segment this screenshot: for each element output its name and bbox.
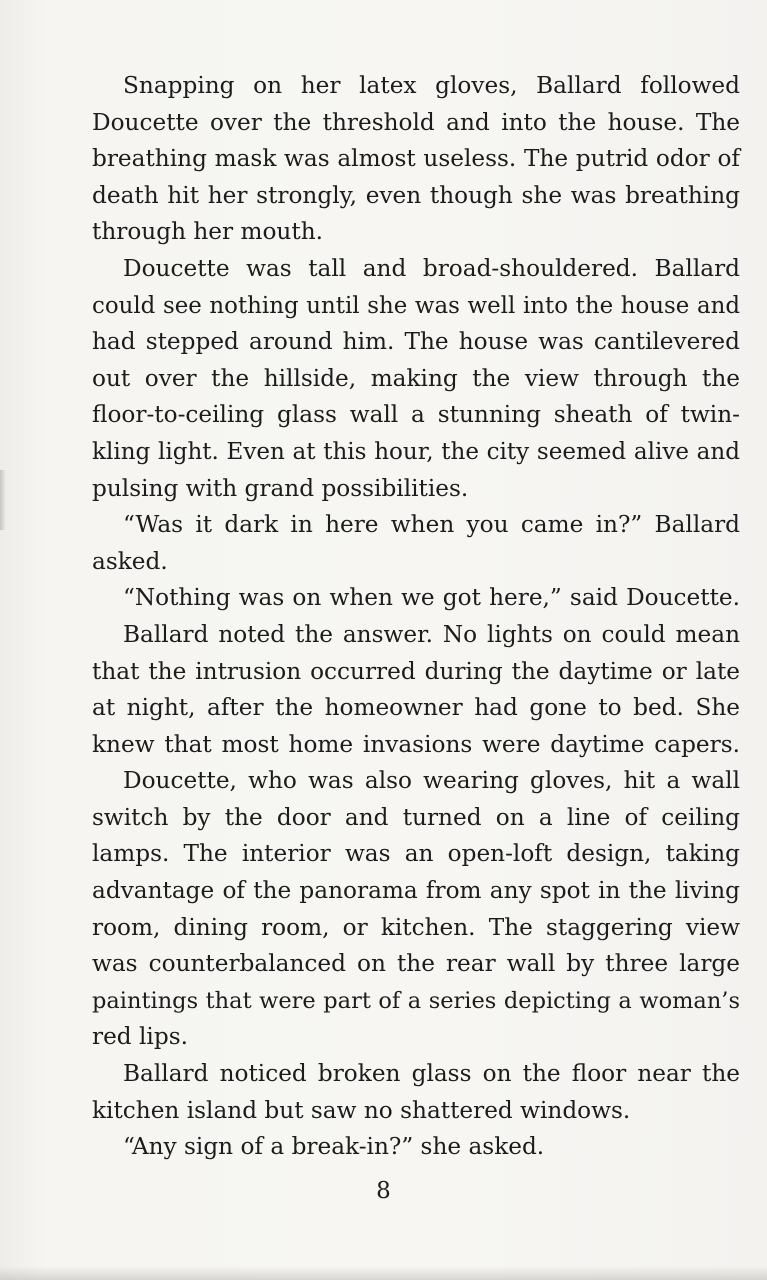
page-edge-shadow (0, 470, 6, 530)
body-text (92, 68, 740, 1166)
text-line: through her mouth. (92, 218, 323, 246)
text-line: asked. (92, 547, 168, 575)
text-line: pulsing with grand possibilities. (92, 474, 469, 502)
text-line: had stepped around him. The house was cantilevered (92, 328, 740, 356)
text-line: switch by the door and turned on a line of ceiling (92, 803, 740, 831)
text-line: lamps. The interior was an open-loft design, taking (92, 840, 740, 868)
text-line: floor-to-ceiling glass wall a stunning sheath of twin- (92, 401, 740, 429)
page-number: 8 (376, 1178, 391, 1204)
text-line: kitchen island but saw no shattered windows. (92, 1096, 631, 1124)
text-line: knew that most home invasions were daytime capers. (92, 730, 740, 758)
text-line: at night, after the homeowner had gone to bed. She (92, 694, 740, 722)
text-line: Doucette over the threshold and into the house. The (92, 108, 740, 136)
text-line: “Any sign of a break-in?” she asked. (123, 1133, 545, 1161)
text-line: “Nothing was on when we got here,” said Doucette. (123, 584, 740, 612)
text-line: advantage of the panorama from any spot in the living (92, 877, 740, 905)
text-line: could see nothing until she was well into the house and (92, 292, 740, 319)
text-line: Doucette, who was also wearing gloves, hit a wall (123, 767, 740, 795)
text-line: Snapping on her latex gloves, Ballard followed (123, 72, 740, 99)
text-line: Ballard noted the answer. No lights on could mean (123, 620, 740, 648)
text-line: was counterbalanced on the rear wall by three large (92, 950, 740, 978)
text-line: paintings that were part of a series depicting a woman’s (92, 987, 740, 1014)
text-line: Doucette was tall and broad-shouldered. Ballard (123, 254, 740, 282)
text-line: Ballard noticed broken glass on the floor near the (123, 1060, 740, 1088)
text-line: that the intrusion occurred during the daytime or late (92, 657, 740, 685)
text-line: “Was it dark in here when you came in?” Ballard (123, 511, 740, 539)
text-line: breathing mask was almost useless. The putrid odor of (92, 145, 740, 173)
text-line: room, dining room, or kitchen. The staggering view (92, 913, 740, 941)
text-line: kling light. Even at this hour, the city seemed alive and (92, 438, 740, 465)
text-line: out over the hillside, making the view through the (92, 364, 740, 392)
text-line: red lips. (92, 1023, 188, 1051)
text-line: death hit her strongly, even though she was breathing (92, 181, 740, 209)
page-bottom-shadow (0, 1266, 767, 1280)
